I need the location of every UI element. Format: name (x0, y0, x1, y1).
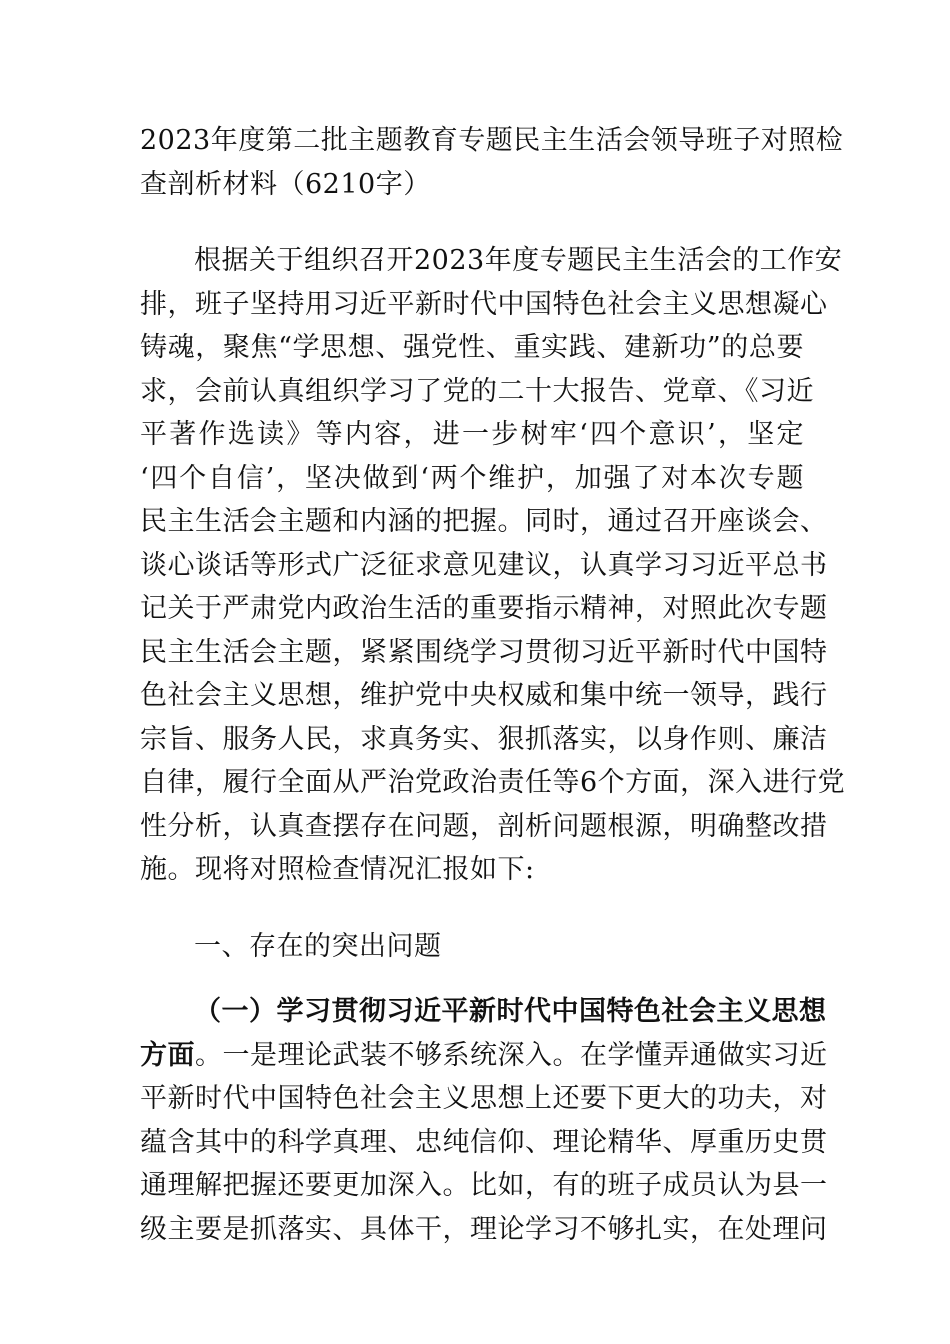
section-heading: 一、存在的突出问题 (194, 930, 442, 962)
subsection-line-2-text: 。一是理论武装不够系统深入。在学懂弄通做实习近 (195, 1039, 828, 1071)
intro-line-3: 铸魂，聚焦“学思想、强党性、重实践、建新功”的总要 (140, 332, 804, 363)
intro-line-11: 色社会主义思想，维护党中央权威和集中统一领导，践行 (140, 680, 828, 711)
subsection-heading-tail: 方面 (140, 1039, 195, 1071)
subsection-heading-line-1: （一）学习贯彻习近平新时代中国特色社会主义思想 (194, 996, 827, 1027)
intro-line-10: 民主生活会主题，紧紧围绕学习贯彻习近平新时代中国特 (140, 636, 828, 668)
intro-line-6: ‘四个自信’，坚决做到‘两个维护，加强了对本次专题 (140, 462, 804, 494)
intro-line-4: 求，会前认真组织学习了党的二十大报告、党章、《习近 (140, 375, 814, 407)
subsection-body-line-4: 级主要是抓落实、具体干，理论学习不够扎实，在处理问 (140, 1213, 828, 1245)
intro-line-15: 施。现将对照检查情况汇报如下: (140, 854, 535, 885)
intro-line-13: 自律，履行全面从严治党政治责任等6个方面，深入进行党 (140, 767, 846, 798)
subsection-body-line-2: 蕴含其中的科学真理、忠纯信仰、理论精华、厚重历史贯 (140, 1126, 828, 1158)
intro-line-2: 排，班子坚持用习近平新时代中国特色社会主义思想凝心 (140, 288, 828, 320)
subsection-body-line-1: 平新时代中国特色社会主义思想上还要下更大的功夫，对 (140, 1083, 828, 1114)
intro-line-12: 宗旨、服务人民，求真务实、狠抓落实，以身作则、廉洁 (140, 723, 828, 755)
intro-line-5: 平著作选读》等内容，进一步树牢‘四个意识’，坚定 (140, 419, 804, 450)
intro-line-8: 谈心谈话等形式广泛征求意见建议，认真学习习近平总书 (140, 549, 828, 581)
intro-line-7: 民主生活会主题和内涵的把握。同时，通过召开座谈会、 (140, 506, 828, 537)
intro-line-14: 性分析，认真查摆存在问题，剖析问题根源，明确整改措 (140, 810, 828, 842)
subsection-body-line-3: 通理解把握还要更加深入。比如，有的班子成员认为县一 (140, 1170, 828, 1201)
intro-line-9: 记关于严肃党内政治生活的重要指示精神，对照此次专题 (140, 593, 828, 624)
title-line-1: 2023年度第二批主题教育专题民主生活会领导班子对照检 (140, 125, 844, 156)
document-body (140, 119, 846, 1251)
intro-line-1: 根据关于组织召开2023年度专题民主生活会的工作安 (194, 245, 843, 276)
subsection-line-2 (140, 1034, 828, 1078)
title-line-2: 查剖析材料（6210字） (140, 168, 431, 200)
